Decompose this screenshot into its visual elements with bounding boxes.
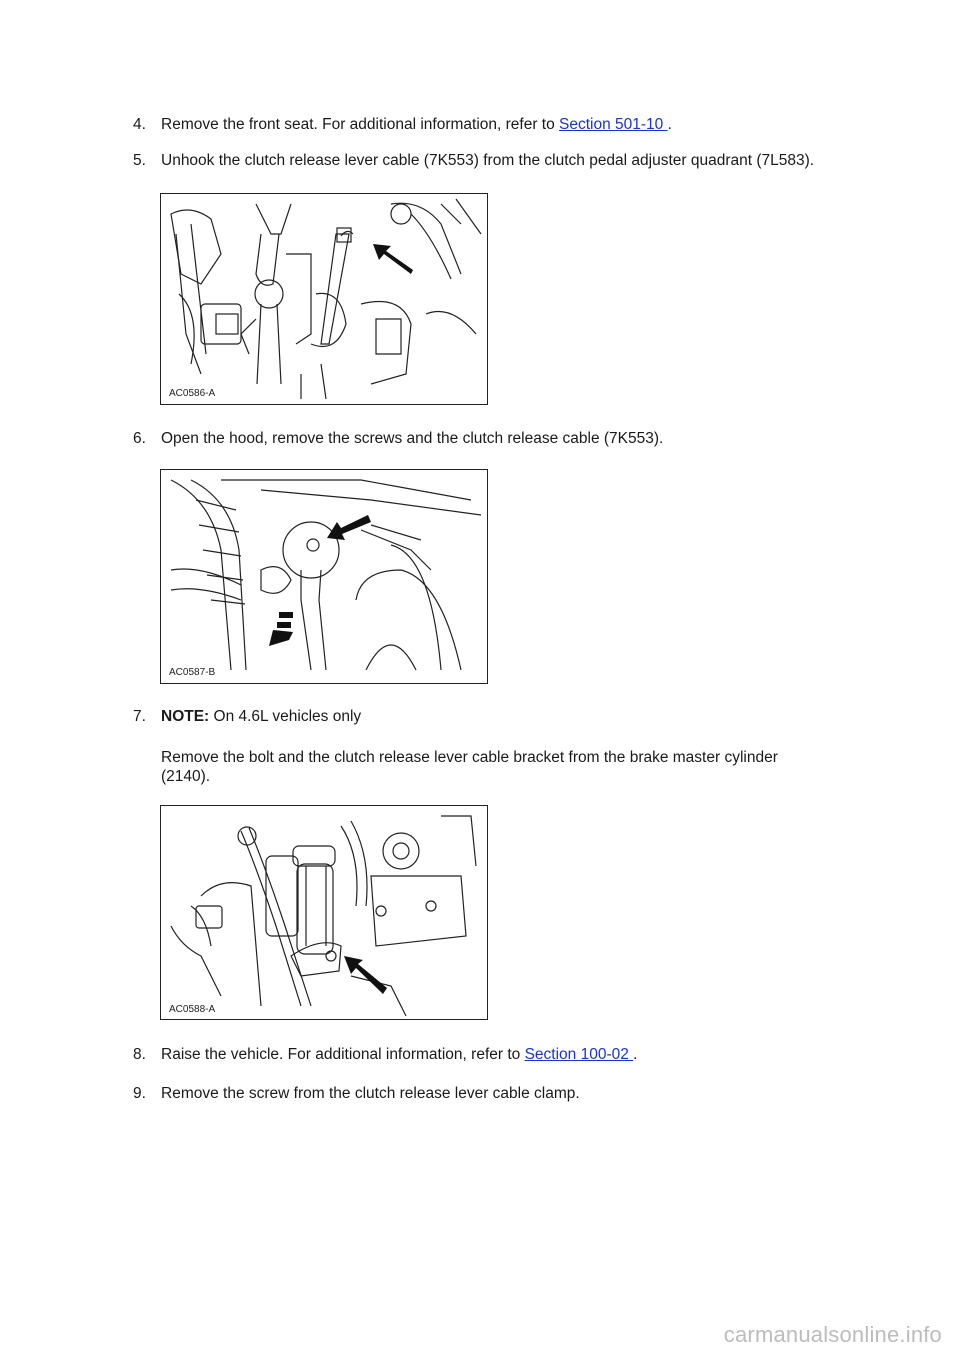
step-text: Remove the screw from the clutch release lever cable clamp. [161,1085,580,1102]
step-text: Raise the vehicle. For additional information, refer to [161,1046,525,1063]
step-text-end: . [667,116,672,133]
section-link-501-10[interactable]: Section 501-10 [559,116,668,133]
figure-brake-master-cylinder-bracket [160,805,488,1020]
step-text: Remove the bolt and the clutch release lever cable bracket from the brake master cylinder (2140). [161,749,778,785]
illustration-clutch-pedal-quadrant [161,194,487,404]
step-text: Remove the front seat. For additional information, refer to [161,116,560,133]
watermark: carmanualsonline.info [723,1322,942,1347]
step-text: Unhook the clutch release lever cable (7K553) from the clutch pedal adjuster quadrant (7L583). [161,152,815,169]
figure-clutch-release-cable [160,469,488,684]
step-number: 5. [133,152,146,169]
illustration-clutch-release-cable [161,470,487,683]
step-text: Open the hood, remove the screws and the clutch release cable (7K553). [161,430,664,447]
step-7 [133,707,853,787]
step-number: 8. [133,1046,146,1063]
step-number: 6. [133,430,146,447]
section-link-100-02[interactable]: Section 100-02 [524,1046,634,1063]
figure-clutch-pedal-quadrant [160,193,488,405]
figure-label: AC0587-B [169,667,216,678]
step-text-end: . [633,1046,638,1063]
step-number: 7. [133,708,146,725]
note-text: On 4.6L vehicles only [209,708,362,725]
figure-label: AC0588-A [169,1004,216,1015]
illustration-brake-master-cylinder-bracket [161,806,487,1019]
note-label: NOTE: [161,708,210,725]
figure-label: AC0586-A [169,388,216,399]
step-number: 4. [133,116,146,133]
step-number: 9. [133,1085,146,1102]
